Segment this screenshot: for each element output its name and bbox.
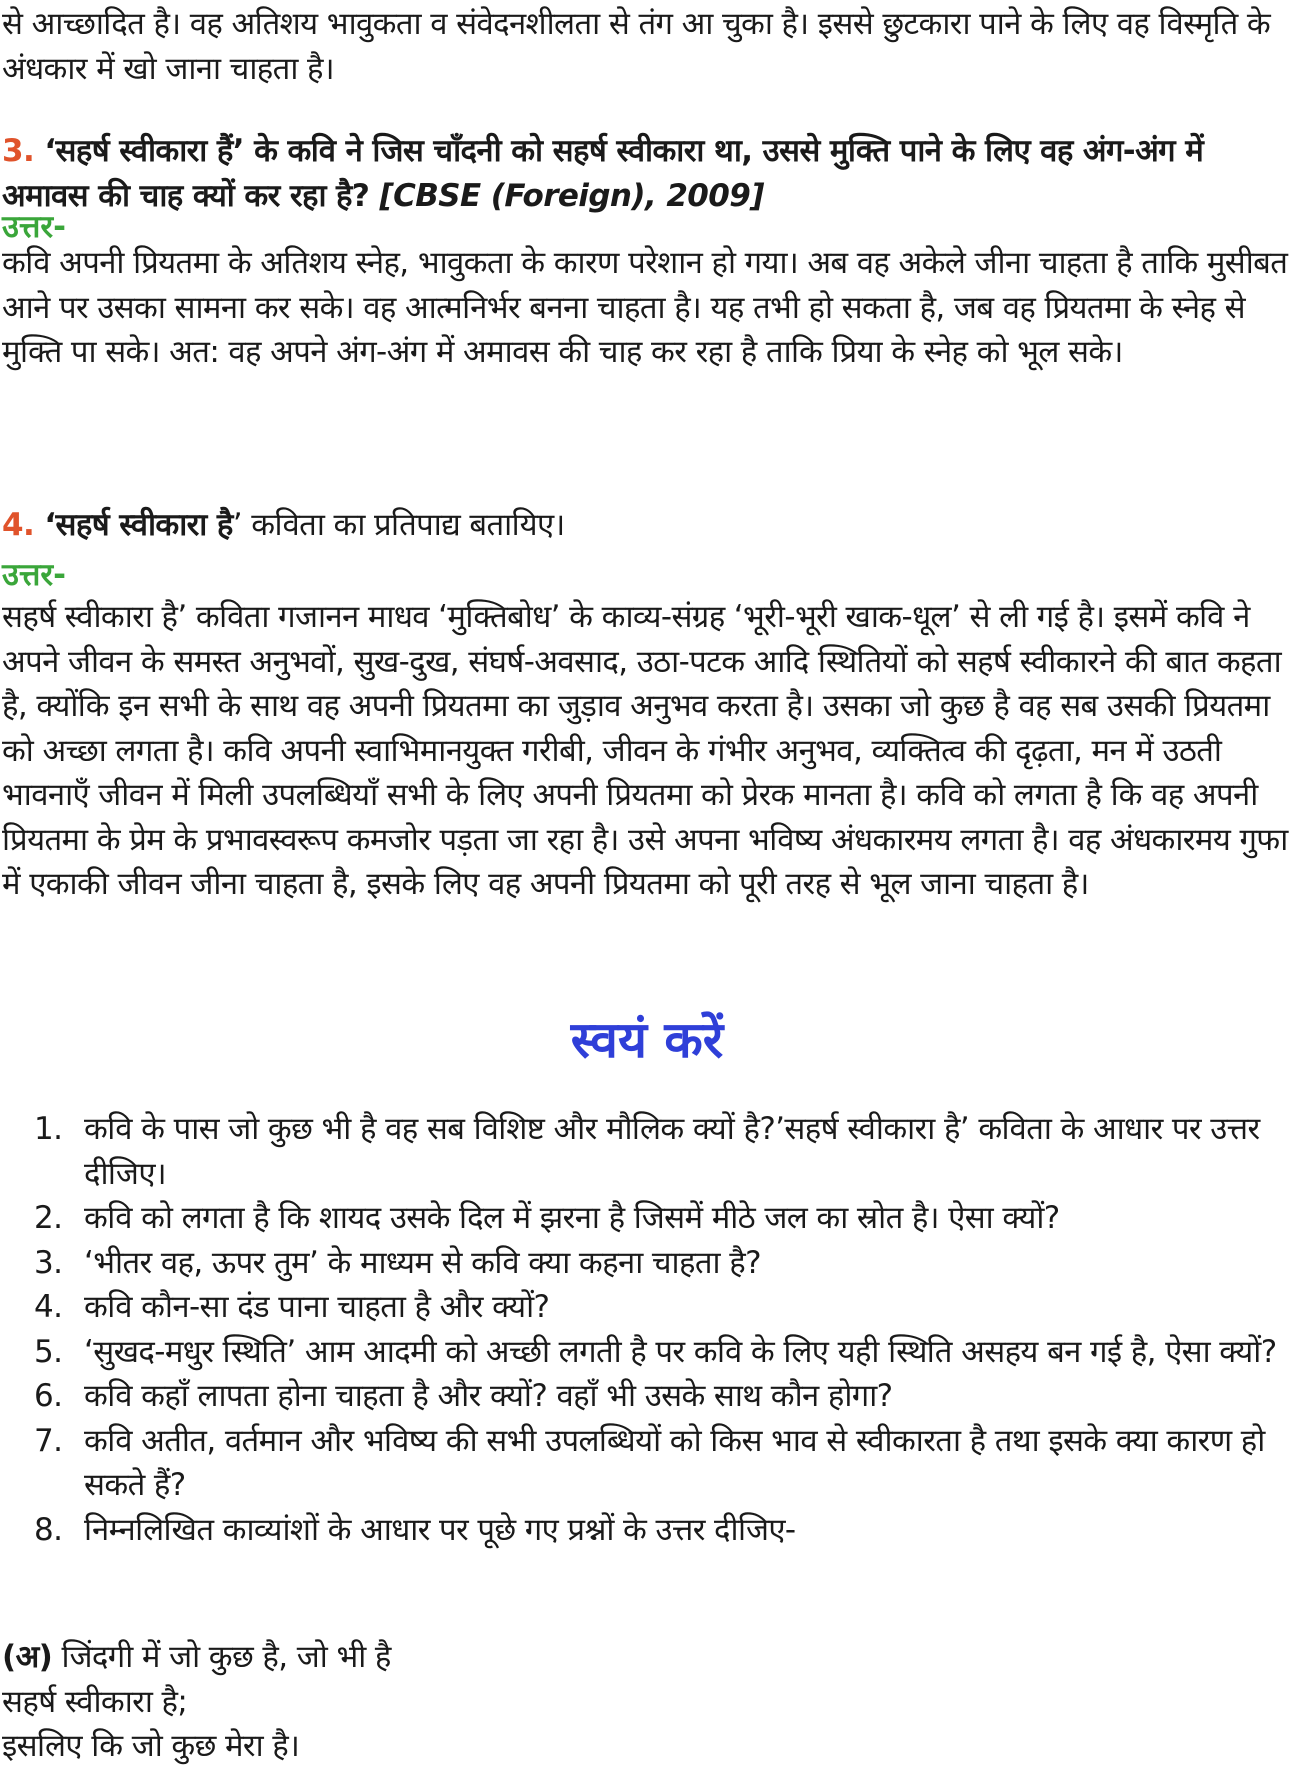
- list-item: [0, 1196, 1284, 1241]
- list-item-number: 4.: [34, 1289, 63, 1325]
- question-3-text: ‘सहर्ष स्वीकारा हैं’ के कवि ने जिस चाँदनी को सहर्ष स्वीकारा था, उससे मुक्ति पाने के लिए वह अंग-अंग में अमावस की चाह क्यों कर रहा है?: [2, 133, 1204, 214]
- list-item-number: 6.: [34, 1378, 63, 1414]
- question-3-number: 3.: [2, 133, 35, 169]
- question-4-number: 4.: [2, 507, 35, 543]
- list-item: [0, 1419, 1284, 1508]
- question-4-answer: सहर्ष स्वीकारा है’ कविता गजानन माधव ‘मुक्तिबोध’ के काव्य-संग्रह ‘भूरी-भूरी खाक-धूल’ से ली गई है। इसमें कवि ने अपने जीवन के समस्त अनुभवों, सुख-दुख, संघर्ष-अवसाद, उठा-पटक आदि स्थितियों को सहर्ष स्वीकारने की बात कहता है, क्योंकि इन सभी के साथ वह अपनी प्रियतमा का जुड़ाव अनुभव करता है। उसका जो कुछ है वह सब उसकी प्रियतमा को अच्छा लगता है। कवि अपनी स्वाभिमानयुक्त गरीबी, जीवन के गंभीर अनुभव, व्यक्तित्व की दृढ़ता, मन में उठती भावनाएँ जीवन में मिली उपलब्धियाँ सभी के लिए अपनी प्रियतमा को प्रेरक मानता है। कवि को लगता है कि वह अपनी प्रियतमा के प्रेम के प्रभावस्वरूप कमजोर पड़ता जा रहा है। उसे अपना भविष्य अंधकारमय लगता है। वह अंधकारमय गुफा में एकाकी जीवन जीना चाहता है, इसके लिए वह अपनी प्रियतमा को पूरी तरह से भूल जाना चाहता है।: [2, 599, 1288, 902]
- list-item-number: 7.: [34, 1422, 63, 1459]
- list-item-text: कवि कौन-सा दंड पाना चाहता है और क्यों?: [84, 1289, 550, 1325]
- list-item-number: 2.: [34, 1200, 63, 1236]
- question-4-text-bold: ‘सहर्ष स्वीकारा है: [44, 507, 233, 543]
- verse-line-1-text: जिंदगी में जो कुछ है, जो भी है: [61, 1639, 391, 1675]
- verse-line-2: सहर्ष स्वीकारा है;: [2, 1683, 188, 1720]
- question-3: [2, 129, 1290, 218]
- verse-line-1: [2, 1635, 391, 1680]
- question-4: [2, 503, 1290, 548]
- list-item: [0, 1285, 1284, 1330]
- question-3-answer-label: उत्तर-: [2, 209, 66, 245]
- list-item-number: 5.: [34, 1333, 63, 1370]
- list-item: [0, 1107, 1284, 1196]
- list-item-text: निम्नलिखित काव्यांशों के आधार पर पूछे गए प्रश्नों के उत्तर दीजिए-: [84, 1511, 796, 1548]
- list-item-text: कवि कहाँ लापता होना चाहता है और क्यों? वहाँ भी उसके साथ कौन होगा?: [84, 1378, 893, 1414]
- intro-paragraph: से आच्छादित है। वह अतिशय भावुकता व संवेदनशीलता से तंग आ चुका है। इससे छुटकारा पाने के लिए वह विस्मृति के अंधकार में खो जाना चाहता है।: [2, 6, 1271, 87]
- section-title: स्वयं करें: [570, 1011, 724, 1069]
- list-item-number: 3.: [34, 1244, 63, 1281]
- question-3-source: [CBSE (Foreign), 2009]: [379, 177, 764, 214]
- list-item: [0, 1374, 1284, 1419]
- list-item: [0, 1508, 1284, 1553]
- practice-question-list: [0, 1107, 1294, 1552]
- list-item-text: ‘भीतर वह, ऊपर तुम’ के माध्यम से कवि क्या कहना चाहता है?: [84, 1244, 761, 1281]
- question-4-answer-label: उत्तर-: [2, 557, 66, 593]
- verse-line-3: इसलिए कि जो कुछ मेरा है।: [2, 1728, 300, 1764]
- list-item-text: कवि अतीत, वर्तमान और भविष्य की सभी उपलब्धियों को किस भाव से स्वीकारता है तथा इसके क्या कारण हो सकते हैं?: [84, 1422, 1265, 1503]
- list-item-text: ‘सुखद-मधुर स्थिति’ आम आदमी को अच्छी लगती है पर कवि के लिए यही स्थिति असहय बन गई है, ऐसा क्यों?: [84, 1333, 1277, 1370]
- list-item-number: 1.: [34, 1111, 63, 1147]
- question-3-answer: कवि अपनी प्रियतमा के अतिशय स्नेह, भावुकता के कारण परेशान हो गया। अब वह अकेले जीना चाहता है ताकि मुसीबत आने पर उसका सामना कर सके। वह आत्मनिर्भर बनना चाहता है। यह तभी हो सकता है, जब वह प्रियतमा के स्नेह से मुक्ति पा सके। अत: वह अपने अंग-अंग में अमावस की चाह कर रहा है ताकि प्रिया के स्नेह को भूल सके।: [2, 245, 1288, 370]
- list-item-text: कवि को लगता है कि शायद उसके दिल में झरना है जिसमें मीठे जल का स्रोत है। ऐसा क्यों?: [84, 1200, 1060, 1236]
- list-item: [0, 1241, 1284, 1286]
- question-4-text-rest: ’ कविता का प्रतिपाद्य बतायिए।: [232, 507, 565, 543]
- list-item-number: 8.: [34, 1511, 63, 1548]
- list-item-text: कवि के पास जो कुछ भी है वह सब विशिष्ट और मौलिक क्यों है?’सहर्ष स्वीकारा है’ कविता के आधार पर उत्तर दीजिए।: [84, 1111, 1260, 1192]
- list-item: [0, 1330, 1284, 1375]
- verse-label: (अ): [2, 1639, 53, 1675]
- verse-a: [2, 1635, 391, 1769]
